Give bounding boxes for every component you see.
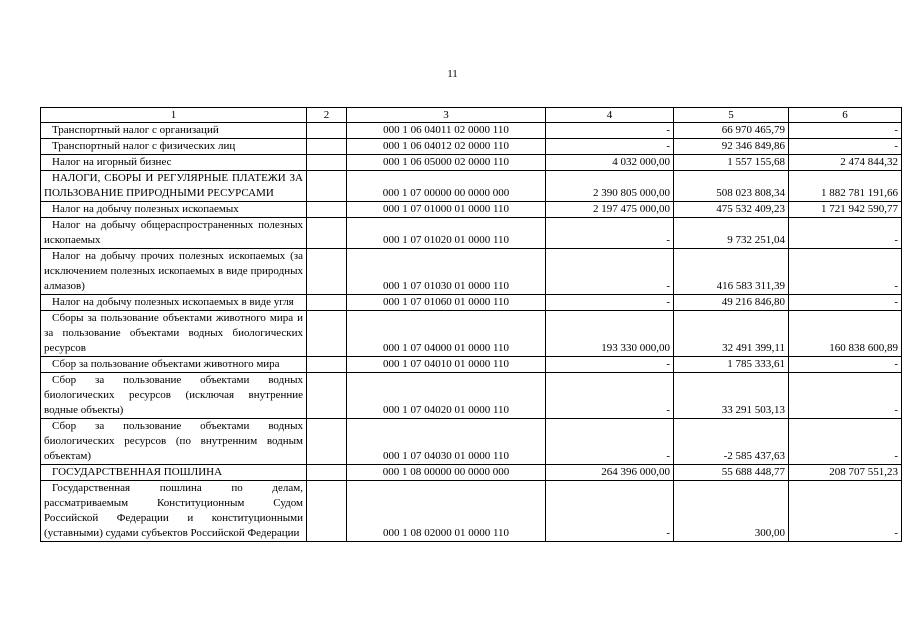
- row-actual-amount-cell: 300,00: [674, 481, 789, 542]
- row-plan-amount-cell: 2 197 475 000,00: [546, 202, 674, 218]
- row-remainder-amount-cell: -: [789, 357, 902, 373]
- row-plan-amount-cell: -: [546, 419, 674, 465]
- row-code-cell: 000 1 07 04010 01 0000 110: [347, 357, 546, 373]
- row-col2-cell: [307, 218, 347, 249]
- table-row: [41, 123, 902, 139]
- row-name-cell: Транспортный налог с организаций: [41, 123, 307, 139]
- row-actual-amount-cell: 32 491 399,11: [674, 311, 789, 357]
- row-col2-cell: [307, 373, 347, 419]
- row-plan-amount-cell: -: [546, 139, 674, 155]
- column-header-2: 2: [307, 108, 347, 123]
- row-remainder-amount-cell: -: [789, 123, 902, 139]
- row-name-cell: Налог на добычу общераспространенных полезных ископаемых: [41, 218, 307, 249]
- row-name-cell: Сбор за пользование объектами животного мира: [41, 357, 307, 373]
- row-code-cell: 000 1 07 01020 01 0000 110: [347, 218, 546, 249]
- row-col2-cell: [307, 419, 347, 465]
- table-row: [41, 139, 902, 155]
- row-name-cell: Налог на добычу прочих полезных ископаемых (за исключением полезных ископаемых в виде природных алмазов): [41, 249, 307, 295]
- row-code-cell: 000 1 07 04000 01 0000 110: [347, 311, 546, 357]
- row-plan-amount-cell: -: [546, 357, 674, 373]
- row-col2-cell: [307, 155, 347, 171]
- row-col2-cell: [307, 171, 347, 202]
- column-header-6: 6: [789, 108, 902, 123]
- row-remainder-amount-cell: -: [789, 139, 902, 155]
- row-col2-cell: [307, 295, 347, 311]
- row-actual-amount-cell: 416 583 311,39: [674, 249, 789, 295]
- row-actual-amount-cell: 33 291 503,13: [674, 373, 789, 419]
- row-code-cell: 000 1 07 04030 01 0000 110: [347, 419, 546, 465]
- row-name-cell: ГОСУДАРСТВЕННАЯ ПОШЛИНА: [41, 465, 307, 481]
- column-header-4: 4: [546, 108, 674, 123]
- header-row: [41, 108, 902, 123]
- row-plan-amount-cell: -: [546, 218, 674, 249]
- row-actual-amount-cell: 92 346 849,86: [674, 139, 789, 155]
- table-row: [41, 465, 902, 481]
- row-remainder-amount-cell: -: [789, 419, 902, 465]
- column-header-5: 5: [674, 108, 789, 123]
- row-name-cell: Государственная пошлина по делам, рассматриваемым Конституционным Судом Российской Федерации и конституционными (уставными) судами субъектов Российской Федерации: [41, 481, 307, 542]
- column-header-3: 3: [347, 108, 546, 123]
- row-name-cell: Налог на игорный бизнес: [41, 155, 307, 171]
- row-actual-amount-cell: 66 970 465,79: [674, 123, 789, 139]
- row-col2-cell: [307, 123, 347, 139]
- row-code-cell: 000 1 07 01030 01 0000 110: [347, 249, 546, 295]
- row-actual-amount-cell: 55 688 448,77: [674, 465, 789, 481]
- row-code-cell: 000 1 06 05000 02 0000 110: [347, 155, 546, 171]
- row-actual-amount-cell: 1 557 155,68: [674, 155, 789, 171]
- table-row: [41, 481, 902, 542]
- row-col2-cell: [307, 311, 347, 357]
- row-plan-amount-cell: -: [546, 123, 674, 139]
- table-row: [41, 218, 902, 249]
- row-code-cell: 000 1 08 02000 01 0000 110: [347, 481, 546, 542]
- row-plan-amount-cell: 264 396 000,00: [546, 465, 674, 481]
- budget-table: [40, 107, 902, 542]
- row-code-cell: 000 1 07 01060 01 0000 110: [347, 295, 546, 311]
- row-plan-amount-cell: 193 330 000,00: [546, 311, 674, 357]
- row-col2-cell: [307, 249, 347, 295]
- row-actual-amount-cell: 475 532 409,23: [674, 202, 789, 218]
- row-code-cell: 000 1 07 04020 01 0000 110: [347, 373, 546, 419]
- row-col2-cell: [307, 357, 347, 373]
- row-col2-cell: [307, 202, 347, 218]
- row-remainder-amount-cell: -: [789, 373, 902, 419]
- row-name-cell: Налог на добычу полезных ископаемых: [41, 202, 307, 218]
- row-remainder-amount-cell: 2 474 844,32: [789, 155, 902, 171]
- column-header-1: 1: [41, 108, 307, 123]
- row-name-cell: Налог на добычу полезных ископаемых в виде угля: [41, 295, 307, 311]
- table-row: [41, 202, 902, 218]
- table-row: [41, 357, 902, 373]
- row-actual-amount-cell: 1 785 333,61: [674, 357, 789, 373]
- row-remainder-amount-cell: -: [789, 295, 902, 311]
- row-remainder-amount-cell: -: [789, 218, 902, 249]
- row-actual-amount-cell: 508 023 808,34: [674, 171, 789, 202]
- row-actual-amount-cell: -2 585 437,63: [674, 419, 789, 465]
- row-code-cell: 000 1 08 00000 00 0000 000: [347, 465, 546, 481]
- row-plan-amount-cell: -: [546, 373, 674, 419]
- row-remainder-amount-cell: -: [789, 249, 902, 295]
- row-actual-amount-cell: 49 216 846,80: [674, 295, 789, 311]
- row-name-cell: Сбор за пользование объектами водных биологических ресурсов (исключая внутренние водные объекты): [41, 373, 307, 419]
- table-row: [41, 295, 902, 311]
- table-row: [41, 171, 902, 202]
- row-col2-cell: [307, 139, 347, 155]
- page-number: 11: [447, 68, 458, 80]
- row-plan-amount-cell: -: [546, 249, 674, 295]
- row-name-cell: Транспортный налог с физических лиц: [41, 139, 307, 155]
- row-remainder-amount-cell: 160 838 600,89: [789, 311, 902, 357]
- row-plan-amount-cell: 4 032 000,00: [546, 155, 674, 171]
- row-code-cell: 000 1 06 04012 02 0000 110: [347, 139, 546, 155]
- row-name-cell: НАЛОГИ, СБОРЫ И РЕГУЛЯРНЫЕ ПЛАТЕЖИ ЗА ПОЛЬЗОВАНИЕ ПРИРОДНЫМИ РЕСУРСАМИ: [41, 171, 307, 202]
- row-code-cell: 000 1 07 00000 00 0000 000: [347, 171, 546, 202]
- table-row: [41, 419, 902, 465]
- table-row: [41, 249, 902, 295]
- row-remainder-amount-cell: 1 721 942 590,77: [789, 202, 902, 218]
- table-row: [41, 155, 902, 171]
- row-col2-cell: [307, 481, 347, 542]
- row-code-cell: 000 1 07 01000 01 0000 110: [347, 202, 546, 218]
- row-name-cell: Сбор за пользование объектами водных биологических ресурсов (по внутренним водным объектам): [41, 419, 307, 465]
- row-remainder-amount-cell: 208 707 551,23: [789, 465, 902, 481]
- row-remainder-amount-cell: 1 882 781 191,66: [789, 171, 902, 202]
- row-plan-amount-cell: -: [546, 295, 674, 311]
- table-row: [41, 311, 902, 357]
- row-actual-amount-cell: 9 732 251,04: [674, 218, 789, 249]
- row-code-cell: 000 1 06 04011 02 0000 110: [347, 123, 546, 139]
- row-col2-cell: [307, 465, 347, 481]
- table-row: [41, 373, 902, 419]
- row-plan-amount-cell: 2 390 805 000,00: [546, 171, 674, 202]
- row-remainder-amount-cell: -: [789, 481, 902, 542]
- row-name-cell: Сборы за пользование объектами животного мира и за пользование объектами водных биологических ресурсов: [41, 311, 307, 357]
- row-plan-amount-cell: -: [546, 481, 674, 542]
